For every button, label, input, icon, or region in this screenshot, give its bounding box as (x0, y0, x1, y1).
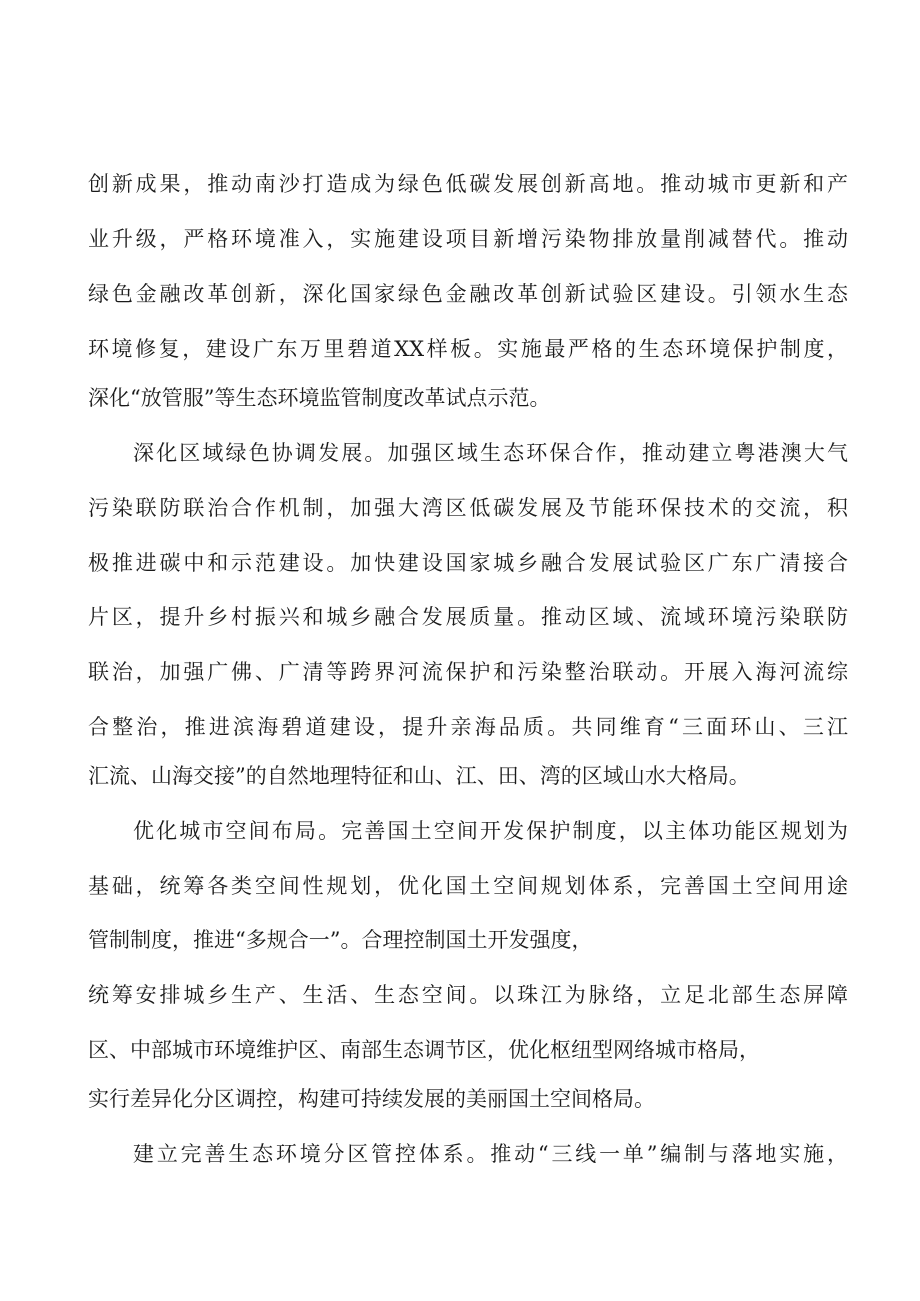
text-line: 创新成果，推动南沙打造成为绿色低碳发展创新高地。推动城市更新和产 (88, 172, 848, 196)
text-line: 区、中部城市环境维护区、南部生态调节区，优化枢纽型网络城市格局， (88, 1038, 760, 1062)
text-line: 极推进碳中和示范建设。加快建设国家城乡融合发展试验区广东广清接合 (88, 551, 848, 575)
text-line: 汇流、山海交接”的自然地理特征和山、江、田、湾的区域山水大格局。 (88, 764, 750, 788)
paragraph-heading-line: 优化城市空间布局。完善国土空间开发保护制度，以主体功能区规划为 (133, 819, 848, 843)
text-line: 环境修复，建设广东万里碧道XX样板。实施最严格的生态环境保护制度， (88, 337, 848, 361)
text-line: 基础，统筹各类空间性规划，优化国土空间规划体系，完善国土空间用途 (88, 874, 848, 898)
text-line: 合整治，推进滨海碧道建设，提升亲海品质。共同维育“三面环山、三江 (88, 715, 848, 739)
text-line: 管制制度，推进“多规合一”。合理控制国土开发强度， (88, 928, 593, 952)
paragraph-heading-line: 深化区域绿色协调发展。加强区域生态环保合作，推动建立粤港澳大气 (133, 441, 848, 465)
text-line: 污染联防联治合作机制，加强大湾区低碳发展及节能环保技术的交流，积 (88, 496, 848, 520)
text-line: 业升级，严格环境准入，实施建设项目新增污染物排放量削减替代。推动 (88, 227, 848, 251)
text-line: 实行差异化分区调控，构建可持续发展的美丽国土空间格局。 (88, 1087, 655, 1111)
text-line: 绿色金融改革创新，深化国家绿色金融改革创新试验区建设。引领水生态 (88, 282, 848, 306)
text-line: 深化“放管服”等生态环境监管制度改革试点示范。 (88, 386, 551, 410)
paragraph-heading-line: 建立完善生态环境分区管控体系。推动“三线一单”编制与落地实施， (133, 1142, 848, 1166)
text-line: 统筹安排城乡生产、生活、生态空间。以珠江为脉络，立足北部生态屏障 (88, 983, 848, 1007)
text-line: 片区，提升乡村振兴和城乡融合发展质量。推动区域、流域环境污染联防 (88, 605, 848, 629)
text-line: 联治，加强广佛、广清等跨界河流保护和污染整治联动。开展入海河流综 (88, 660, 848, 684)
